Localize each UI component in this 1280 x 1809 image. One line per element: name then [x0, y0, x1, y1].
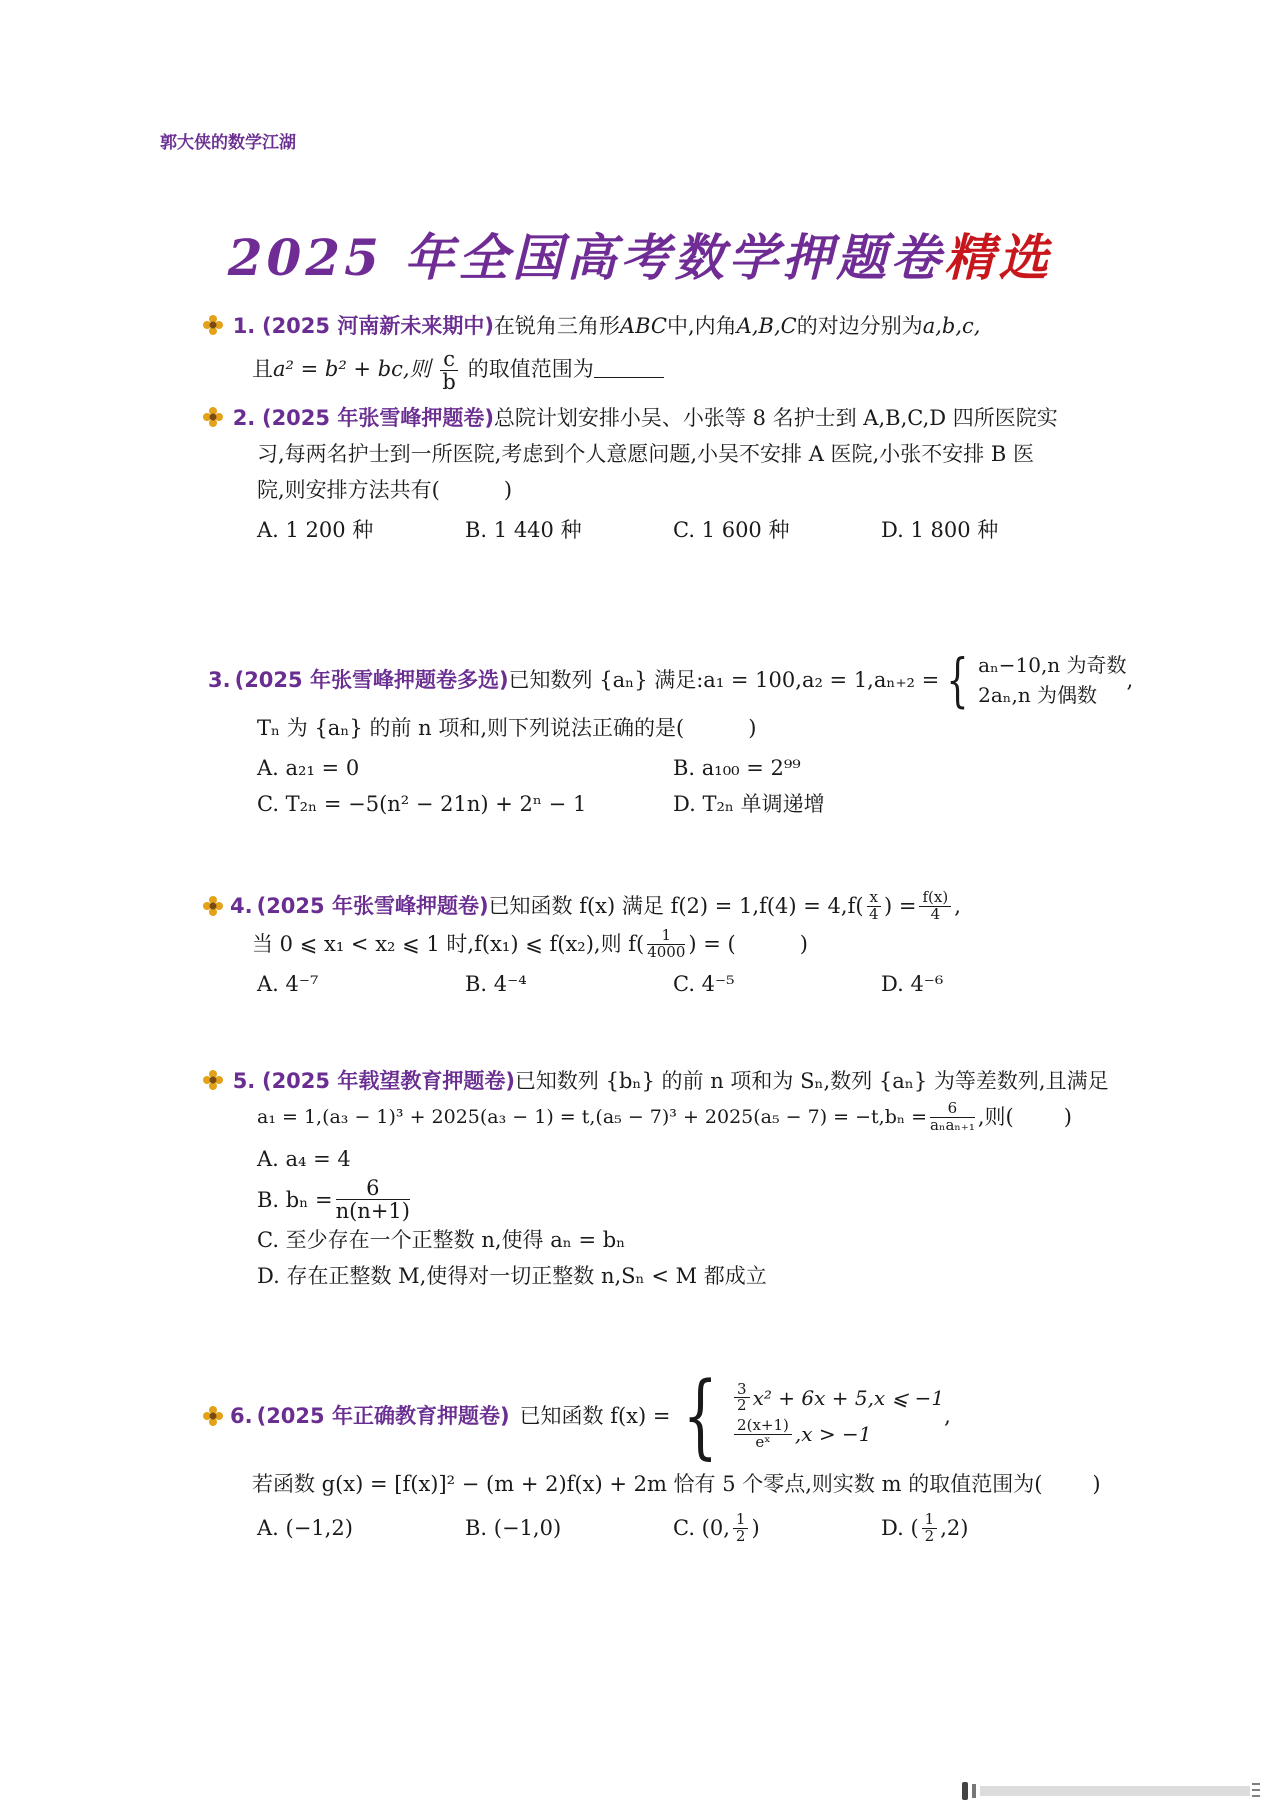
q1-abc: ABC: [619, 314, 667, 338]
question-source: (2025 年张雪峰押题卷): [261, 406, 494, 430]
q4-line2-end: ): [799, 932, 808, 956]
q2-line3-end: ): [503, 478, 513, 502]
q1-equation: a² = b² + bc,则: [273, 357, 431, 382]
option-d: D. T₂ₙ 单调递增: [673, 792, 825, 816]
header-brand: 郭大侠的数学江湖: [160, 133, 296, 153]
frac-denominator: n(n+1): [335, 1199, 410, 1224]
q1-line2-pre: 且: [252, 357, 273, 382]
q6-piecewise: [671, 1362, 945, 1469]
q3-options: [202, 750, 1132, 822]
option-a: A. 1 200 种: [257, 518, 374, 542]
q4-frac-1-4000: [647, 925, 686, 961]
option-c-post: ): [751, 1516, 760, 1540]
q2-line2: 习,每两名护士到一所医院,考虑到个人意愿问题,小吴不安排 A 医院,小张不安排 B 医: [257, 442, 1034, 466]
title-highlight: 精选: [944, 228, 1053, 287]
q6-line1-end: ,: [944, 1404, 951, 1428]
frac-denominator: aₙaₙ₊₁: [930, 1115, 975, 1134]
option-a: A. a₂₁ = 0: [257, 756, 360, 780]
question-source: (2025 河南新未来期中): [261, 314, 494, 338]
frac-numerator: x: [867, 890, 881, 907]
q2-line3: 院,则安排方法共有(: [257, 478, 440, 502]
q1-line2-post: 的取值范围为: [467, 357, 594, 382]
q5-option-a: A. a₄ = 4: [257, 1147, 351, 1171]
q1-text-1: 在锐角三角形: [493, 314, 620, 338]
case-1-rest: x² + 6x + 5,x ⩽ −1: [752, 1385, 945, 1410]
q1-vars-2: a,b,c,: [922, 314, 981, 338]
title-main: 2025 年全国高考数学押题卷: [227, 228, 945, 287]
option-c: [673, 1510, 881, 1546]
q5-option-c: C. 至少存在一个正整数 n,使得 aₙ = bₙ: [257, 1228, 626, 1253]
frac-numerator: 6: [930, 1101, 975, 1118]
brace-symbol: {: [946, 646, 969, 714]
q2-line1: 总院计划安排小吴、小张等 8 名护士到 A,B,C,D 四所医院实: [493, 406, 1058, 430]
q4-options: [202, 966, 1132, 1002]
frac-denominator: 2: [737, 1396, 747, 1415]
option-d: D. 1 800 种: [881, 518, 999, 542]
question-source: (2025 年张雪峰押题卷多选): [234, 668, 509, 692]
question-1: [202, 308, 1132, 393]
option-a: A. 4⁻⁷: [257, 972, 319, 996]
frac-denominator: 4: [930, 904, 941, 923]
frac-numerator: 6: [336, 1177, 410, 1200]
question-source: (2025 年张雪峰押题卷): [256, 894, 489, 918]
frac-numerator: 1: [733, 1512, 749, 1529]
frac-numerator: 1: [922, 1512, 938, 1529]
question-number: 6.: [230, 1404, 253, 1428]
option-c: C. 4⁻⁵: [673, 972, 735, 996]
option-d-pre: D. (: [881, 1516, 919, 1540]
q5-line2-a: a₁ = 1,(a₃ − 1)³ + 2025(a₃ − 1) = t,(a₅ − 7)³ + 2025(a₅ − 7) = −t,bₙ =: [257, 1106, 928, 1128]
q3-line2-end: ): [748, 716, 757, 740]
question-number: 3.: [208, 668, 231, 692]
option-b: B. (−1,0): [465, 1516, 562, 1540]
q4-line1-c: ,: [954, 894, 961, 918]
q4-line2-b: ) = (: [688, 932, 736, 956]
question-number: 4.: [230, 894, 253, 918]
case-even: 2aₙ,n 为偶数: [978, 683, 1098, 707]
frac-numerator: 3: [734, 1382, 750, 1399]
frac-denominator: 4000: [647, 942, 686, 961]
q2-options: [202, 512, 1132, 548]
frac-denominator: b: [442, 370, 456, 395]
q5-option-b-pre: B. bₙ =: [257, 1187, 333, 1212]
question-number: 1.: [232, 314, 256, 338]
frac-numerator: 2(x+1): [734, 1418, 792, 1435]
answer-blank: [594, 357, 664, 378]
flower-icon: [202, 1069, 224, 1091]
question-number: 5.: [232, 1069, 256, 1093]
flower-icon: [202, 895, 224, 917]
case-2: [731, 1418, 944, 1451]
page-title: [0, 218, 1280, 290]
option-b: B. a₁₀₀ = 2⁹⁹: [673, 756, 801, 780]
page-scroll-indicator[interactable]: [962, 1778, 1262, 1802]
frac-numerator: f(x): [919, 890, 951, 907]
question-2: [202, 400, 1132, 548]
question-3: [202, 646, 1134, 822]
frac-denominator: 2: [735, 1526, 746, 1545]
question-4: [202, 888, 1132, 1002]
q1-text-2: 中,内角: [666, 314, 737, 338]
brace-symbol: {: [682, 1362, 718, 1469]
q6-line1: 已知函数 f(x) =: [519, 1404, 671, 1428]
option-b: B. 1 440 种: [465, 518, 582, 542]
q3-line2: Tₙ 为 {aₙ} 的前 n 项和,则下列说法正确的是(: [257, 716, 685, 740]
case-2-rest: ,x > −1: [794, 1422, 872, 1447]
q4-line2-a: 当 0 ⩽ x₁ < x₂ ⩽ 1 时,f(x₁) ⩽ f(x₂),则 f(: [252, 932, 645, 956]
option-b: B. 4⁻⁴: [465, 972, 527, 996]
frac-denominator: 4: [869, 904, 879, 923]
q1-vars: A,B,C: [736, 314, 797, 338]
q6-line2: 若函数 g(x) = [f(x)]² − (m + 2)f(x) + 2m 恰有 5 个零点,则实数 m 的取值范围为(: [252, 1472, 1043, 1496]
option-c: C. 1 600 种: [673, 518, 790, 542]
q1-fraction: [440, 348, 458, 393]
frac-numerator: 1: [647, 928, 685, 945]
q6-options: [202, 1510, 1132, 1546]
question-source: (2025 年正确教育押题卷): [256, 1404, 510, 1428]
option-c-pre: C. (0,: [673, 1516, 730, 1540]
q3-piecewise: [939, 646, 1127, 714]
q1-text-3: 的对边分别为: [796, 314, 923, 338]
q5-option-d: D. 存在正整数 M,使得对一切正整数 n,Sₙ < M 都成立: [257, 1264, 767, 1289]
frac-numerator: c: [440, 348, 458, 371]
question-source: (2025 年载望教育押题卷): [261, 1069, 515, 1093]
q4-frac-x4: [867, 887, 881, 923]
q5-line2-end: ): [1063, 1105, 1072, 1129]
q3-line1-end: ,: [1126, 668, 1134, 692]
option-d: [881, 1510, 1089, 1546]
q6-line2-end: ): [1092, 1472, 1101, 1496]
flower-icon: [202, 406, 224, 428]
option-d-post: ,2): [940, 1516, 969, 1540]
question-6: [202, 1362, 1132, 1546]
frac-denominator: eˣ: [755, 1432, 771, 1451]
q5-option-b-frac: [336, 1177, 410, 1222]
question-5: [202, 1063, 1132, 1294]
option-a: A. (−1,2): [257, 1516, 353, 1540]
q5-line2-b: ,则(: [977, 1105, 1014, 1129]
question-number: 2.: [232, 406, 256, 430]
case-odd: aₙ−10,n 为奇数: [978, 653, 1127, 677]
flower-icon: [202, 1405, 224, 1427]
q5-frac-bn: [930, 1098, 975, 1134]
option-d: D. 4⁻⁶: [881, 972, 944, 996]
q5-line1: 已知数列 {bₙ} 的前 n 项和为 Sₙ,数列 {aₙ} 为等差数列,且满足: [514, 1069, 1109, 1093]
q4-line1-a: 已知函数 f(x) 满足 f(2) = 1,f(4) = 4,f(: [488, 894, 864, 918]
case-1: [731, 1379, 945, 1415]
option-c: C. T₂ₙ = −5(n² − 21n) + 2ⁿ − 1: [257, 792, 587, 816]
flower-icon: [202, 314, 224, 336]
frac-denominator: 2: [924, 1526, 935, 1545]
q4-frac-fx4: [919, 887, 951, 923]
q3-line1: 已知数列 {aₙ} 满足:a₁ = 100,a₂ = 1,aₙ₊₂ =: [508, 668, 940, 692]
q4-line1-b: ) =: [884, 894, 917, 918]
